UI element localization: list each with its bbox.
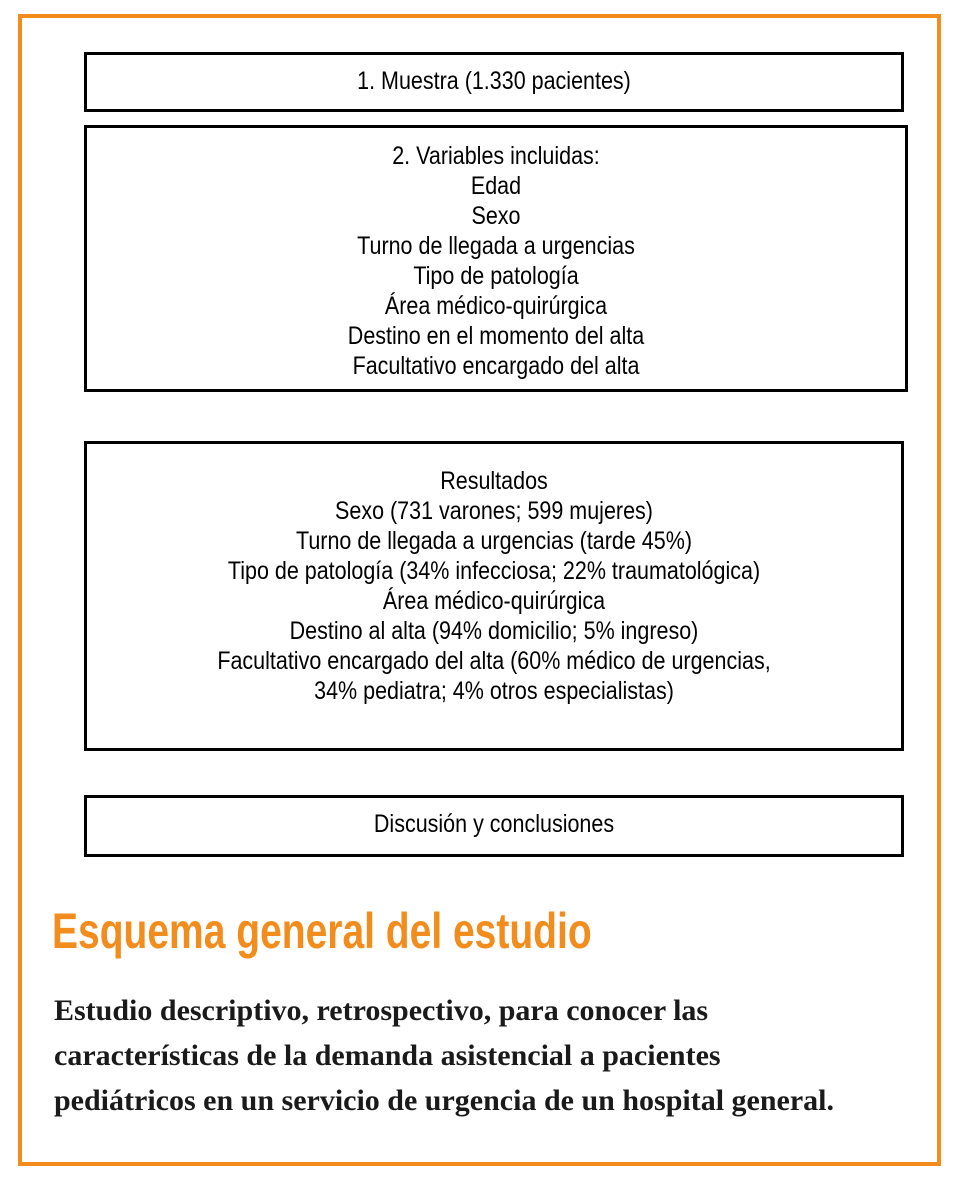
variable-item: Sexo: [471, 202, 521, 230]
description-line: características de la demanda asistencial a pacientes: [54, 1039, 721, 1072]
variable-item: Destino en el momento del alta: [347, 322, 645, 350]
results-box: [84, 441, 904, 751]
variable-item: Edad: [470, 172, 522, 200]
variables-box: [84, 125, 908, 392]
result-item: Facultativo encargado del alta (60% médico de urgencias,: [217, 647, 771, 675]
result-item: Destino al alta (94% domicilio; 5% ingreso): [289, 617, 699, 645]
variables-heading: 2. Variables incluidas:: [392, 142, 600, 170]
discussion-box: [84, 795, 904, 857]
variable-item: Turno de llegada a urgencias: [357, 232, 635, 260]
figure-title: Esquema general del estudio: [52, 903, 592, 959]
variable-item: Tipo de patología: [413, 262, 579, 290]
variable-item: Facultativo encargado del alta: [352, 352, 640, 380]
discussion-text: Discusión y conclusiones: [373, 810, 615, 838]
results-heading: Resultados: [440, 467, 548, 495]
description-line: pediátricos en un servicio de urgencia de un hospital general.: [54, 1084, 834, 1117]
result-item: Sexo (731 varones; 599 mujeres): [335, 497, 653, 525]
result-item: Área médico-quirúrgica: [382, 587, 606, 615]
result-item: Tipo de patología (34% infecciosa; 22% traumatológica): [227, 557, 761, 585]
result-item: 34% pediatra; 4% otros especialistas): [314, 677, 674, 705]
description-line: Estudio descriptivo, retrospectivo, para conocer las: [54, 994, 709, 1027]
variable-item: Área médico-quirúrgica: [384, 292, 608, 320]
sample-box: [84, 52, 904, 112]
result-item: Turno de llegada a urgencias (tarde 45%): [295, 527, 693, 555]
figure-description: [54, 988, 914, 1123]
sample-text: 1. Muestra (1.330 pacientes): [357, 67, 631, 95]
